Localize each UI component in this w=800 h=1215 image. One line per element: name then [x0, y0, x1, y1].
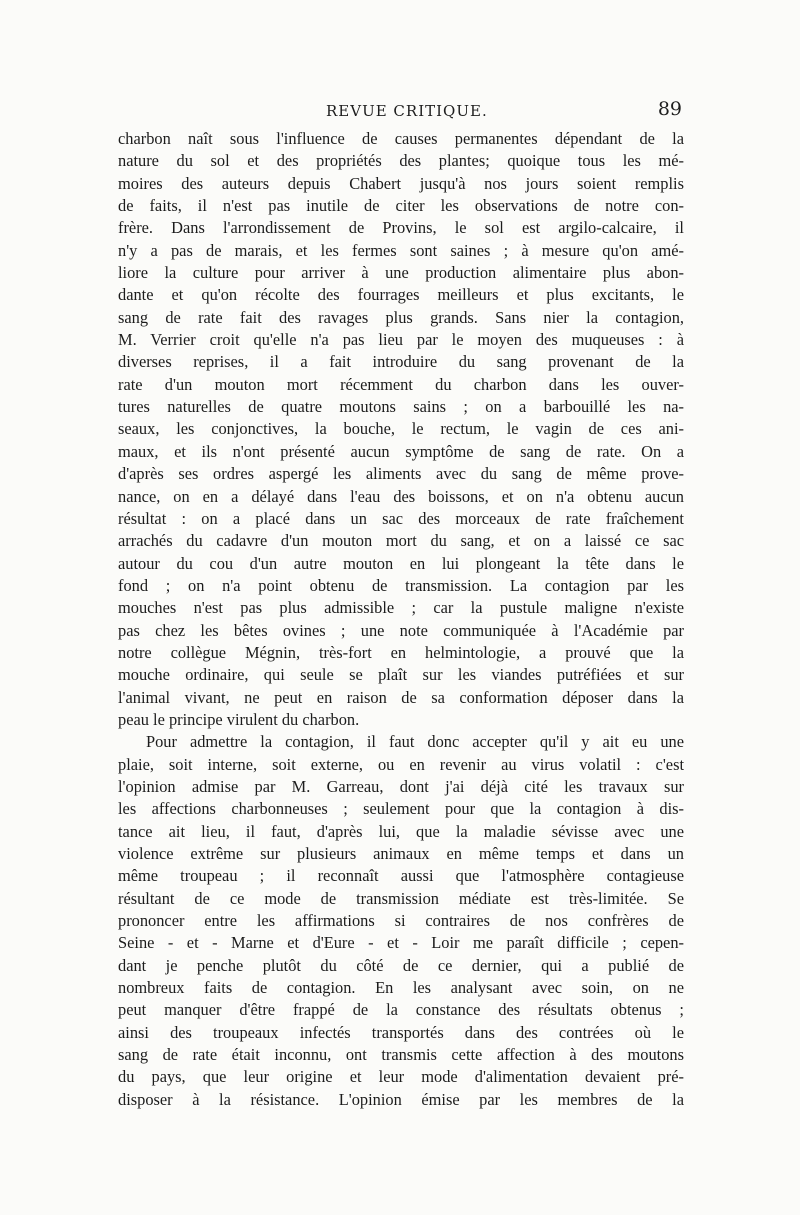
text-line: résultat : on a placé dans un sac des morceaux de rate fraîchement	[118, 508, 684, 528]
text-line: les affections charbonneuses ; seulement pour que la contagion à dis-	[118, 799, 684, 819]
text-line: autour du cou d'un autre mouton en lui plongeant la tête dans le	[118, 553, 684, 573]
text-line: plaie, soit interne, soit externe, ou en revenir au virus volatil : c'est	[118, 754, 684, 774]
text-line: nature du sol et des propriétés des plantes; quoique tous les mé-	[118, 151, 684, 171]
text-line: nombreux faits de contagion. En les analysant avec soin, on ne	[118, 978, 684, 998]
page-header	[118, 98, 684, 126]
text-line: l'animal vivant, ne peut en raison de sa conformation déposer dans la	[118, 687, 684, 707]
text-line: tures naturelles de quatre moutons sains ; on a barbouillé les na-	[118, 397, 684, 417]
text-line: diverses reprises, il a fait introduire du sang provenant de la	[118, 352, 684, 372]
body-text	[118, 128, 684, 1111]
text-line: frère. Dans l'arrondissement de Provins, le sol est argilo-calcaire, il	[118, 218, 684, 238]
text-line: prononcer entre les affirmations si contraires de nos confrères de	[118, 911, 684, 931]
text-line: rate d'un mouton mort récemment du charbon dans les ouver-	[118, 374, 684, 394]
text-line: de faits, il n'est pas inutile de citer les observations de notre con-	[118, 196, 684, 216]
text-line: résultant de ce mode de transmission médiate est très-limitée. Se	[118, 888, 684, 908]
text-line: fond ; on n'a point obtenu de transmission. La contagion par les	[118, 575, 684, 595]
text-line: ainsi des troupeaux infectés transportés dans des contrées où le	[118, 1022, 684, 1042]
text-line: n'y a pas de marais, et les fermes sont saines ; à mesure qu'on amé-	[118, 240, 684, 260]
text-line: charbon naît sous l'influence de causes permanentes dépendant de la	[118, 129, 684, 148]
text-line: seaux, les conjonctives, la bouche, le rectum, le vagin de ces ani-	[118, 419, 684, 439]
page-number: 89	[657, 98, 682, 120]
text-line: notre collègue Mégnin, très-fort en helmintologie, a prouvé que la	[118, 642, 684, 662]
text-line: nance, on en a délayé dans l'eau des boissons, et on n'a obtenu aucun	[118, 486, 684, 506]
text-line: mouche ordinaire, qui seule se plaît sur les viandes putréfiées et sur	[118, 665, 684, 685]
text-line: dante et qu'on récolte des fourrages meilleurs et plus excitants, le	[118, 285, 684, 305]
text-line: d'après ses ordres aspergé les aliments avec du sang de même prove-	[118, 464, 684, 484]
running-title: REVUE CRITIQUE.	[326, 102, 488, 120]
text-line: peau le principe virulent du charbon.	[118, 709, 360, 729]
text-line: M. Verrier croit qu'elle n'a pas lieu par le moyen des muqueuses : à	[118, 330, 684, 350]
text-line: peut manquer d'être frappé de la constance des résultats obtenus ;	[118, 1000, 684, 1020]
text-line: Pour admettre la contagion, il faut donc accepter qu'il y ait eu une	[146, 732, 684, 752]
text-line: pas chez les bêtes ovines ; une note communiquée à l'Académie par	[118, 620, 684, 640]
text-line: tance ait lieu, il faut, d'après lui, que la maladie sévisse avec une	[118, 821, 684, 841]
text-line: mouches n'est pas plus admissible ; car la pustule maligne n'existe	[118, 598, 684, 618]
text-line: arrachés du cadavre d'un mouton mort du sang, et on a laissé ce sac	[118, 531, 684, 551]
text-line: maux, et ils n'ont présenté aucun symptôme de sang de rate. On a	[118, 441, 684, 461]
text-line: Seine - et - Marne et d'Eure - et - Loir me paraît difficile ; cepen-	[118, 933, 684, 953]
text-line: violence extrême sur plusieurs animaux en même temps et dans un	[118, 844, 684, 863]
text-line: disposer à la résistance. L'opinion émise par les membres de la	[118, 1089, 684, 1109]
text-line: l'opinion admise par M. Garreau, dont j'ai déjà cité les travaux sur	[118, 776, 684, 796]
text-line: liore la culture pour arriver à une production alimentaire plus abon-	[118, 263, 684, 283]
text-line: du pays, que leur origine et leur mode d'alimentation devaient pré-	[118, 1067, 684, 1087]
text-line: sang de rate était inconnu, ont transmis cette affection à des moutons	[118, 1045, 684, 1065]
text-line: sang de rate fait des ravages plus grands. Sans nier la contagion,	[118, 307, 684, 327]
text-line: dant je penche plutôt du côté de ce dernier, qui a publié de	[118, 955, 684, 975]
text-line: même troupeau ; il reconnaît aussi que l'atmosphère contagieuse	[118, 866, 684, 886]
text-line: moires des auteurs depuis Chabert jusqu'à nos jours soient remplis	[118, 173, 684, 193]
